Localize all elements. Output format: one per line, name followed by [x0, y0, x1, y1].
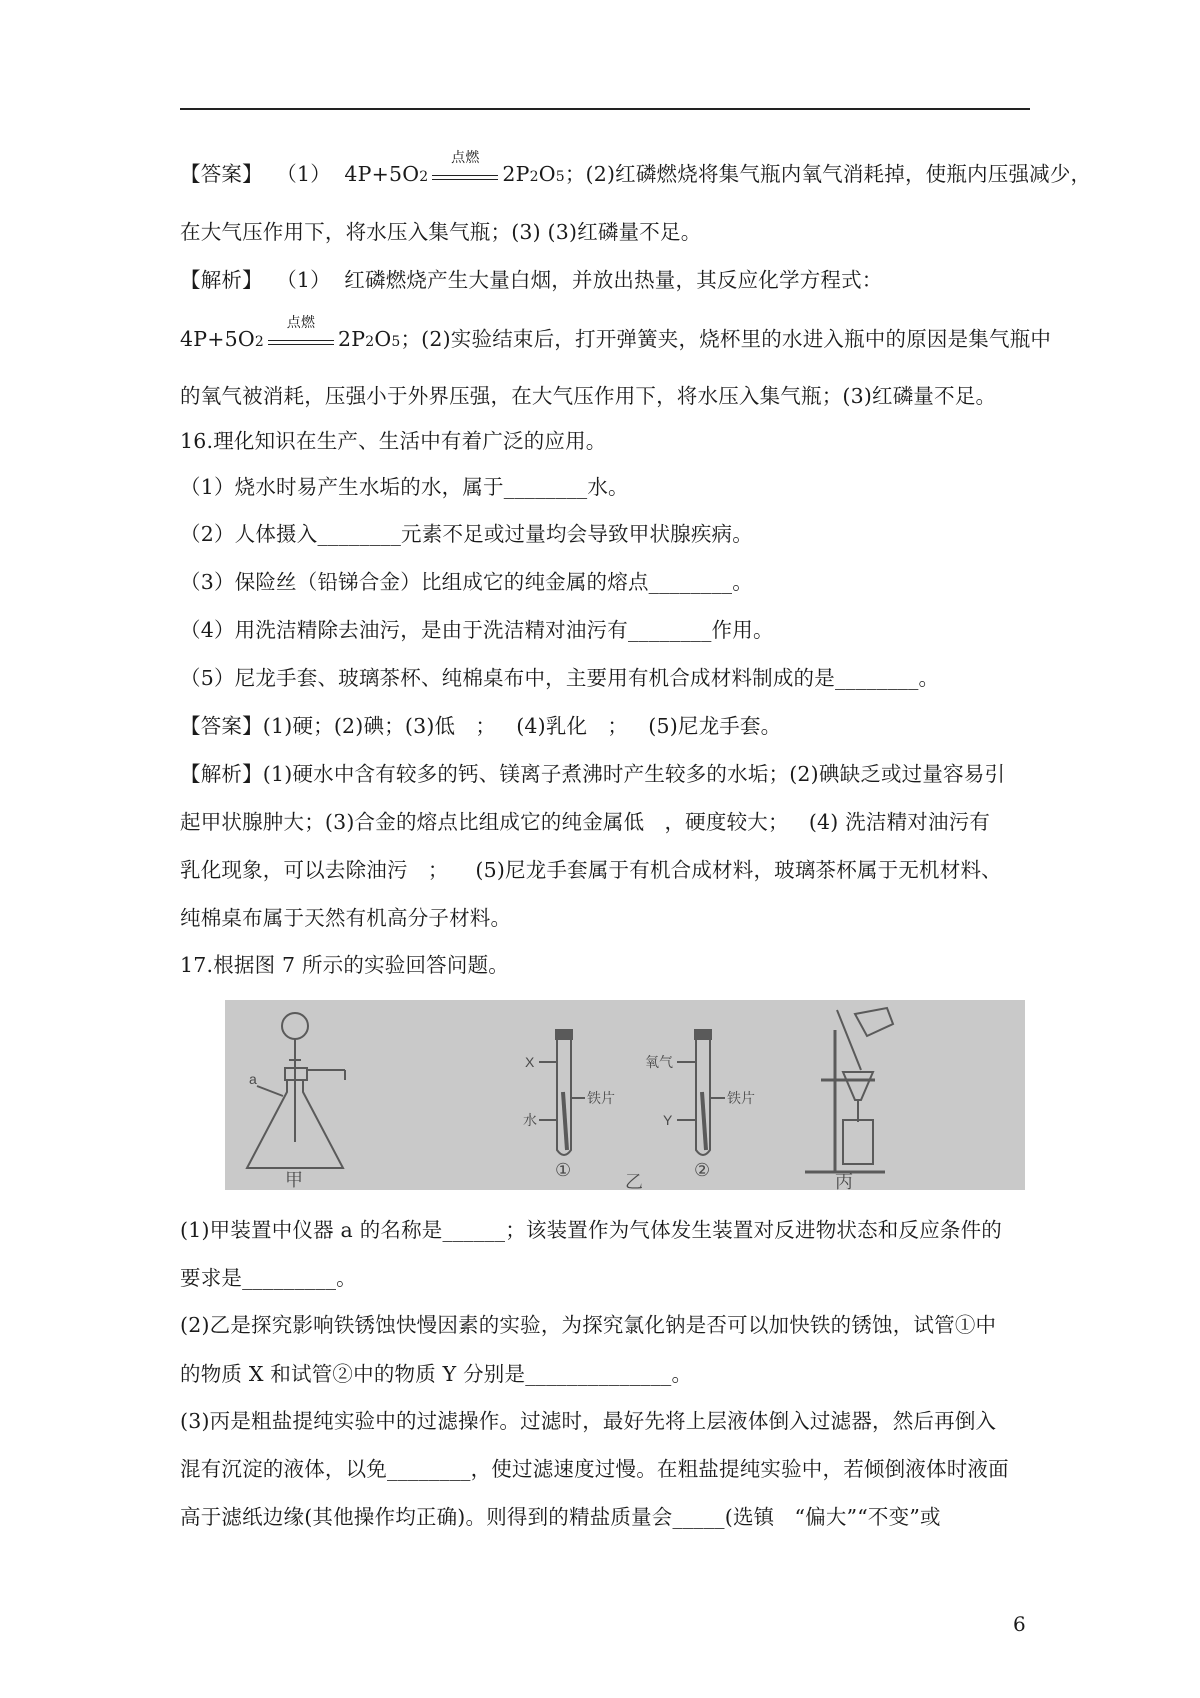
q17-part-line: 高于滤纸边缘(其他操作均正确)。则得到的精盐质量会_____(选镇 “偏大”“不变”或 [180, 1505, 941, 1529]
q16-item: （4）用洗洁精除去油污，是由于洗洁精对油污有________作用。 [180, 618, 774, 642]
tube1-label-x: X [525, 1054, 535, 1070]
figure-label-jia: 甲 [285, 1170, 303, 1190]
q16-analysis-line: 纯棉桌布属于天然有机高分子材料。 [180, 906, 512, 930]
figure-label-yi: 乙 [625, 1172, 643, 1190]
q17-part-line: (3)丙是粗盐提纯实验中的过滤操作。过滤时，最好先将上层液体倒入过滤器，然后再倒入 [180, 1409, 997, 1433]
tube1-stopper [556, 1030, 572, 1039]
experiment-figure [225, 1000, 1025, 1190]
figure-label-a: a [249, 1071, 257, 1087]
figure-label-bing: 丙 [835, 1172, 853, 1190]
analysis15-line2: 4P+5O2 点燃 2P2O5；(2)实验结束后，打开弹簧夹，烧杯里的水进入瓶中的原因是集气瓶中 [180, 315, 1052, 351]
answer15-line1: 【答案】 （1） 4P+5O2 点燃 2P2O5；(2)红磷燃烧将集气瓶内氧气消耗掉，使瓶内压强减少， [180, 150, 1092, 186]
q16-item: （2）人体摄入________元素不足或过量均会导致甲状腺疾病。 [180, 522, 753, 546]
q16-answer: 【答案】(1)硬；(2)碘；(3)低 ； (4)乳化 ； (5)尼龙手套。 [180, 714, 782, 738]
tube1-label-iron: 铁片 [587, 1090, 615, 1106]
tube2-label-oxygen: 氧气 [645, 1054, 673, 1070]
tube1-label-water: 水 [523, 1112, 537, 1128]
filter-funnel [843, 1072, 873, 1100]
pouring-beaker [855, 1008, 893, 1036]
q17-part-line: (2)乙是探究影响铁锈蚀快慢因素的实验，为探究氯化钠是否可以加快铁的锈蚀，试管①中 [180, 1313, 997, 1337]
q17-stem: 17.根据图 7 所示的实验回答问题。 [180, 953, 509, 977]
q17-part-line: 的物质 X 和试管②中的物质 Y 分别是______________。 [180, 1362, 693, 1386]
q16-analysis-line: 乳化现象，可以去除油污 ； (5)尼龙手套属于有机合成材料，玻璃茶杯属于无机材料、 [180, 858, 1002, 882]
tube2-label-iron: 铁片 [727, 1090, 755, 1106]
q16-item: （5）尼龙手套、玻璃茶杯、纯棉桌布中，主要用有机合成材料制成的是________。 [180, 666, 940, 690]
header-rule [180, 108, 1030, 110]
label-a-pointer [257, 1086, 283, 1096]
analysis15-line3: 的氧气被消耗，压强小于外界压强，在大气压作用下，将水压入集气瓶；(3)红磷量不足。 [180, 384, 997, 408]
tube1-number: ① [555, 1160, 572, 1180]
reaction-condition: 点燃 [430, 160, 500, 188]
q17-part-line: (1)甲装置中仪器 a 的名称是______；该装置作为气体发生装置对反进物状态和反应条件的 [180, 1218, 1002, 1242]
analysis15-line1: 【解析】 （1） 红磷燃烧产生大量白烟，并放出热量，其反应化学方程式： [180, 268, 883, 292]
page-number: 6 [1013, 1612, 1026, 1636]
beaker [843, 1120, 873, 1164]
tube2-stopper [695, 1030, 711, 1039]
q16-analysis-line: 起甲状腺肿大；(3)合金的熔点比组成它的纯金属低 ，硬度较大； (4) 洗洁精对油污有 [180, 810, 991, 834]
iron-sheet-2 [702, 1092, 706, 1150]
answer15-line2: 在大气压作用下，将水压入集气瓶；(3) (3)红磷量不足。 [180, 220, 702, 244]
q17-part-line: 要求是_________。 [180, 1266, 357, 1290]
q16-item: （3）保险丝（铅锑合金）比组成它的纯金属的熔点________。 [180, 570, 753, 594]
q17-part-line: 混有沉淀的液体，以免________，使过滤速度过慢。在粗盐提纯实验中，若倾倒液体时液面 [180, 1457, 1009, 1481]
separatory-funnel-bulb [282, 1013, 308, 1039]
q16-stem: 16.理化知识在生产、生活中有着广泛的应用。 [180, 429, 607, 453]
reaction-condition: 点燃 [266, 325, 336, 353]
q16-item: （1）烧水时易产生水垢的水，属于________水。 [180, 475, 629, 499]
q16-analysis-line: 【解析】(1)硬水中含有较多的钙、镁离子煮沸时产生较多的水垢；(2)碘缺乏或过量容易引 [180, 762, 1006, 786]
tube2-label-y: Y [663, 1112, 673, 1128]
iron-sheet-1 [563, 1092, 567, 1150]
tube2-number: ② [694, 1160, 711, 1180]
